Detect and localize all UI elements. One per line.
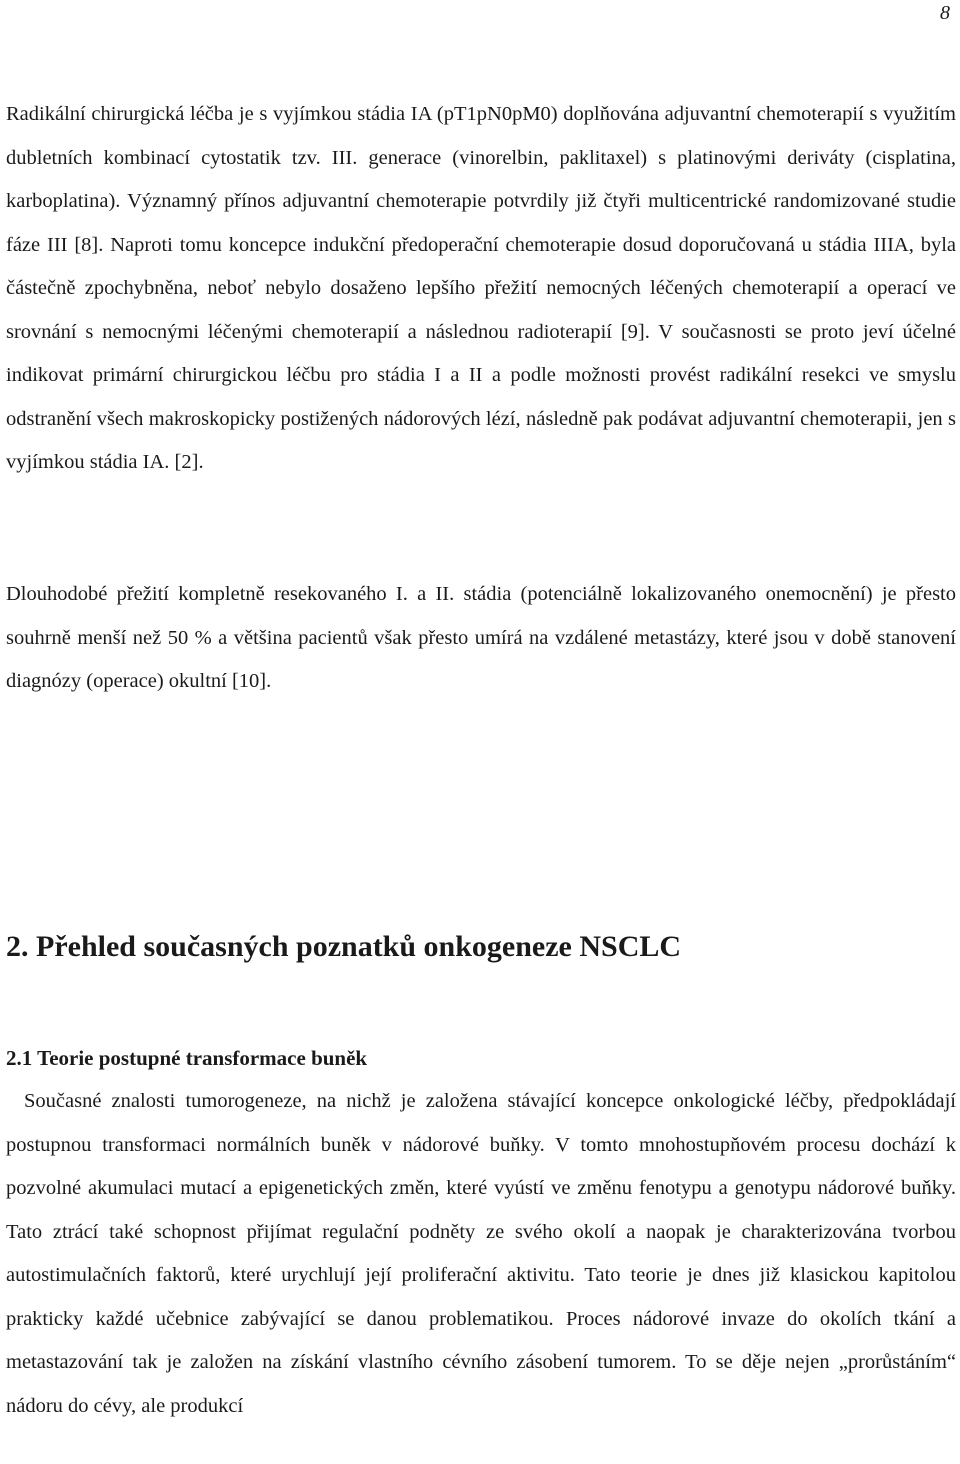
paragraph-cell-transformation-theory: Současné znalosti tumorogeneze, na nichž je založena stávající koncepce onkologické léčby, předpokládají postupnou transformaci normálních buněk v nádorové buňky. V tomto mnohostupňovém procesu dochází k pozvolné akumulaci mutací a epigenetických změn, které vyústí ve změnu fenotypu a genotypu nádorové buňky. Tato ztrácí také schopnost přijímat regulační podněty ze svého okolí a naopak je charakterizována tvorbou autostimulačních faktorů, které urychlují její proliferační aktivitu. Tato teorie je dnes již klasickou kapitolou prakticky každé učebnice zabývající se danou problematikou. Proces nádorové invaze do okolích tkání a metastazování tak je založen na získání vlastního cévního zásobení tumorem. To se děje nejen „prorůstáním“ nádoru do cévy, ale produkcí [6,1090,956,1417]
page-number: 8 [940,2,950,24]
section-heading: 2. Přehled současných poznatků onkogeneze NSCLC [6,930,682,963]
paragraph-long-term-survival: Dlouhodobé přežití kompletně resekovaného I. a II. stádia (potenciálně lokalizovaného onemocnění) je přesto souhrně menší než 50 % a většina pacientů však přesto umírá na vzdálené metastázy, které jsou v době stanovení diagnózy (operace) okultní [10]. [6,583,956,692]
subsection-heading: 2.1 Teorie postupné transformace buněk [6,1046,368,1070]
paragraph-adjuvant-chemotherapy: Radikální chirurgická léčba je s vyjímkou stádia IA (pT1pN0pM0) doplňována adjuvantní chemoterapií s využitím dubletních kombinací cytostatik tzv. III. generace (vinorelbin, paklitaxel) s platinovými deriváty (cisplatina, karboplatina). Významný přínos adjuvantní chemoterapie potvrdily již čtyři multicentrické randomizované studie fáze III [8]. Naproti tomu koncepce indukční předoperační chemoterapie dosud doporučovaná u stádia IIIA, byla částečně zpochybněna, neboť nebylo dosaženo lepšího přežití nemocných léčených chemoterapií a operací ve srovnání s nemocnými léčenými chemoterapií a následnou radioterapií [9]. V současnosti se proto jeví účelné indikovat primární chirurgickou léčbu pro stádia I a II a podle možnosti provést radikální resekci ve smyslu odstranění všech makroskopicky postižených nádorových lézí, následně pak podávat adjuvantní chemoterapii, jen s vyjímkou stádia IA. [2]. [6,103,956,473]
